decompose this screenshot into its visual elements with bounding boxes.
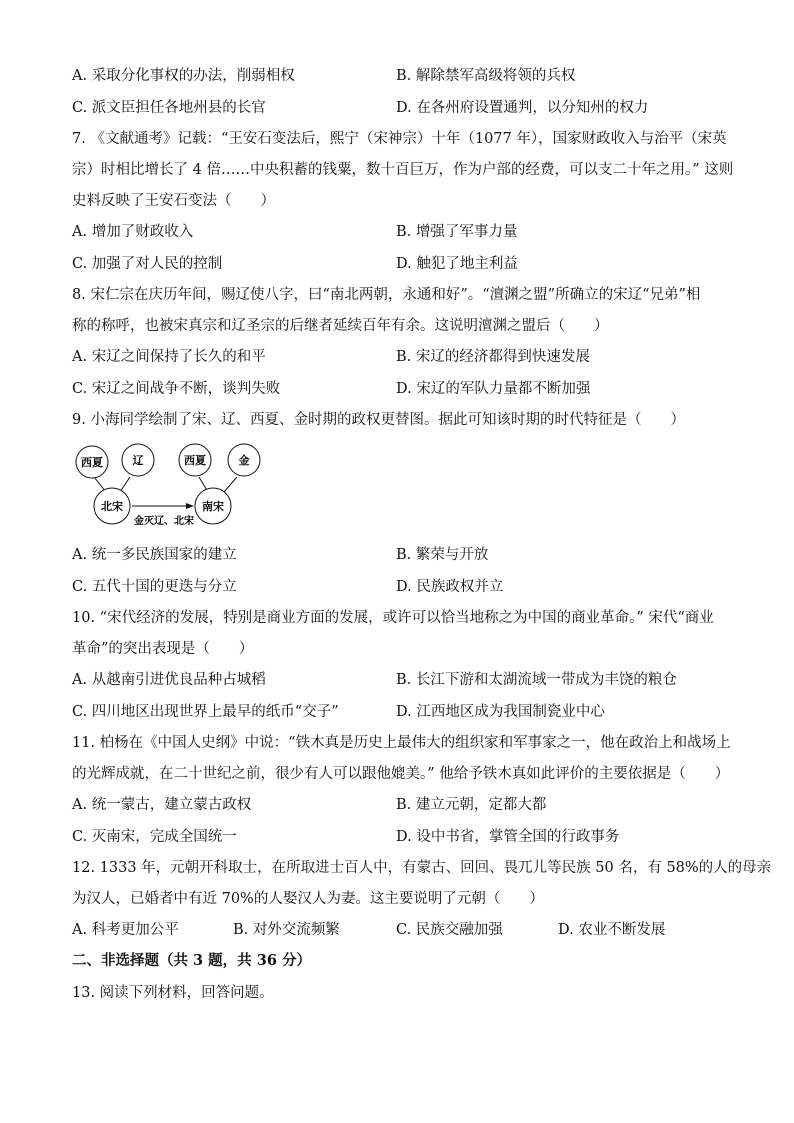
q12-stem-line-1: 12. 1333 年，元朝开科取士，在所取进士百人中，有蒙古、回回、畏兀儿等民族 50 名，有 58%的人的母亲 [72, 860, 772, 876]
q12-option-b: B. 对外交流频繁 [233, 922, 340, 938]
q8-option-a: A. 宋辽之间保持了长久的和平 [72, 349, 266, 365]
q6-option-a: A. 采取分化事权的办法，削弱相权 [72, 68, 295, 84]
q8-stem-line-2: 称的称呼，也被宋真宗和辽圣宗的后继者延续百年有余。这说明澶渊之盟后（ ） [72, 318, 609, 334]
q7-stem-line-1: 7. 《文献通考》记载：“王安石变法后，熙宁（宋神宗）十年（1077 年），国家财政收入与治平（宋英 [72, 131, 727, 147]
q10-stem-line-2: 革命”的突出表现是（ ） [72, 641, 254, 657]
q11-option-d: D. 设中书省，掌管全国的行政事务 [396, 829, 620, 845]
q11-stem-line-1: 11. 柏杨在《中国人史纲》中说：“铁木真是历史上最伟大的组织家和军事家之一，他在政治上和战场上 [72, 735, 731, 751]
q8-option-c: C. 宋辽之间战争不断，谈判失败 [72, 381, 281, 397]
regime-change-diagram [72, 440, 272, 530]
arrow-head-icon [186, 503, 194, 509]
node-label-beisong: 北宋 [101, 500, 123, 513]
node-label-xixia-left: 西夏 [81, 456, 103, 469]
arrow-label: 金灭辽、北宋 [134, 516, 194, 527]
q12-option-c: C. 民族交融加强 [396, 922, 503, 938]
q10-option-b: B. 长江下游和太湖流域一带成为丰饶的粮仓 [396, 672, 677, 688]
q9-option-a: A. 统一多民族国家的建立 [72, 547, 237, 563]
q7-stem-line-2: 宗）时相比增长了 4 倍……中央积蓄的钱粟，数十百巨万，作为户部的经费，可以支二十年之用。” 这则 [72, 162, 734, 178]
q10-option-d: D. 江西地区成为我国制瓷业中心 [396, 704, 605, 720]
q6-option-b: B. 解除禁军高级将领的兵权 [396, 68, 576, 84]
q8-option-b: B. 宋辽的经济都得到快速发展 [396, 349, 590, 365]
q10-stem-line-1: 10. “宋代经济的发展，特别是商业方面的发展，或许可以恰当地称之为中国的商业革命。” 宋代“商业 [72, 610, 714, 626]
q7-stem-line-3: 史料反映了王安石变法（ ） [72, 193, 275, 209]
q8-stem-line-1: 8. 宋仁宗在庆历年间，赐辽使八字，曰“南北两朝，永通和好”。“澶渊之盟”所确立的宋辽“兄弟”相 [72, 287, 701, 303]
node-label-jin: 金 [238, 454, 250, 467]
q7-option-d: D. 触犯了地主利益 [396, 256, 518, 272]
q8-option-d: D. 宋辽的军队力量都不断加强 [396, 381, 591, 397]
q12-option-a: A. 科考更加公平 [72, 922, 179, 938]
connector-line [224, 477, 237, 492]
q9-stem-line-1: 9. 小海同学绘制了宋、辽、西夏、金时期的政权更替图。据此可知该时期的时代特征是（ ） [72, 412, 685, 428]
q10-option-a: A. 从越南引进优良品种占城稻 [72, 672, 266, 688]
q11-option-c: C. 灭南宋，完成全国统一 [72, 829, 237, 845]
node-label-xixia-right: 西夏 [184, 454, 206, 467]
q6-option-d: D. 在各州府设置通判，以分知州的权力 [396, 100, 649, 116]
q10-option-c: C. 四川地区出现世界上最早的纸币“交子” [72, 704, 339, 720]
q7-option-c: C. 加强了对人民的控制 [72, 256, 223, 272]
node-label-liao: 辽 [132, 454, 144, 467]
q6-option-c: C. 派文臣担任各地州县的长官 [72, 100, 266, 116]
q9-option-d: D. 民族政权并立 [396, 579, 504, 595]
node-label-nansong: 南宋 [202, 500, 224, 513]
q7-option-a: A. 增加了财政收入 [72, 224, 194, 240]
q12-stem-line-2: 为汉人，已婚者中有近 70%的人娶汉人为妻。这主要说明了元朝（ ） [72, 891, 544, 907]
q11-stem-line-2: 的光辉成就，在二十世纪之前，很少有人可以跟他媲美。” 他给予铁木真如此评价的主要依据是（ ） [72, 766, 730, 782]
q11-option-a: A. 统一蒙古，建立蒙古政权 [72, 797, 252, 813]
section-heading: 二、非选择题（共 3 题，共 36 分） [72, 952, 311, 969]
q13-stem-line-1: 13. 阅读下列材料，回答问题。 [72, 985, 274, 1001]
q9-option-c: C. 五代十国的更迭与分立 [72, 579, 237, 595]
connector-line [120, 477, 130, 492]
q12-option-d: D. 农业不断发展 [558, 922, 666, 938]
q9-option-b: B. 繁荣与开放 [396, 547, 489, 563]
q11-option-b: B. 建立元朝，定都大都 [396, 797, 547, 813]
q7-option-b: B. 增强了军事力量 [396, 224, 518, 240]
